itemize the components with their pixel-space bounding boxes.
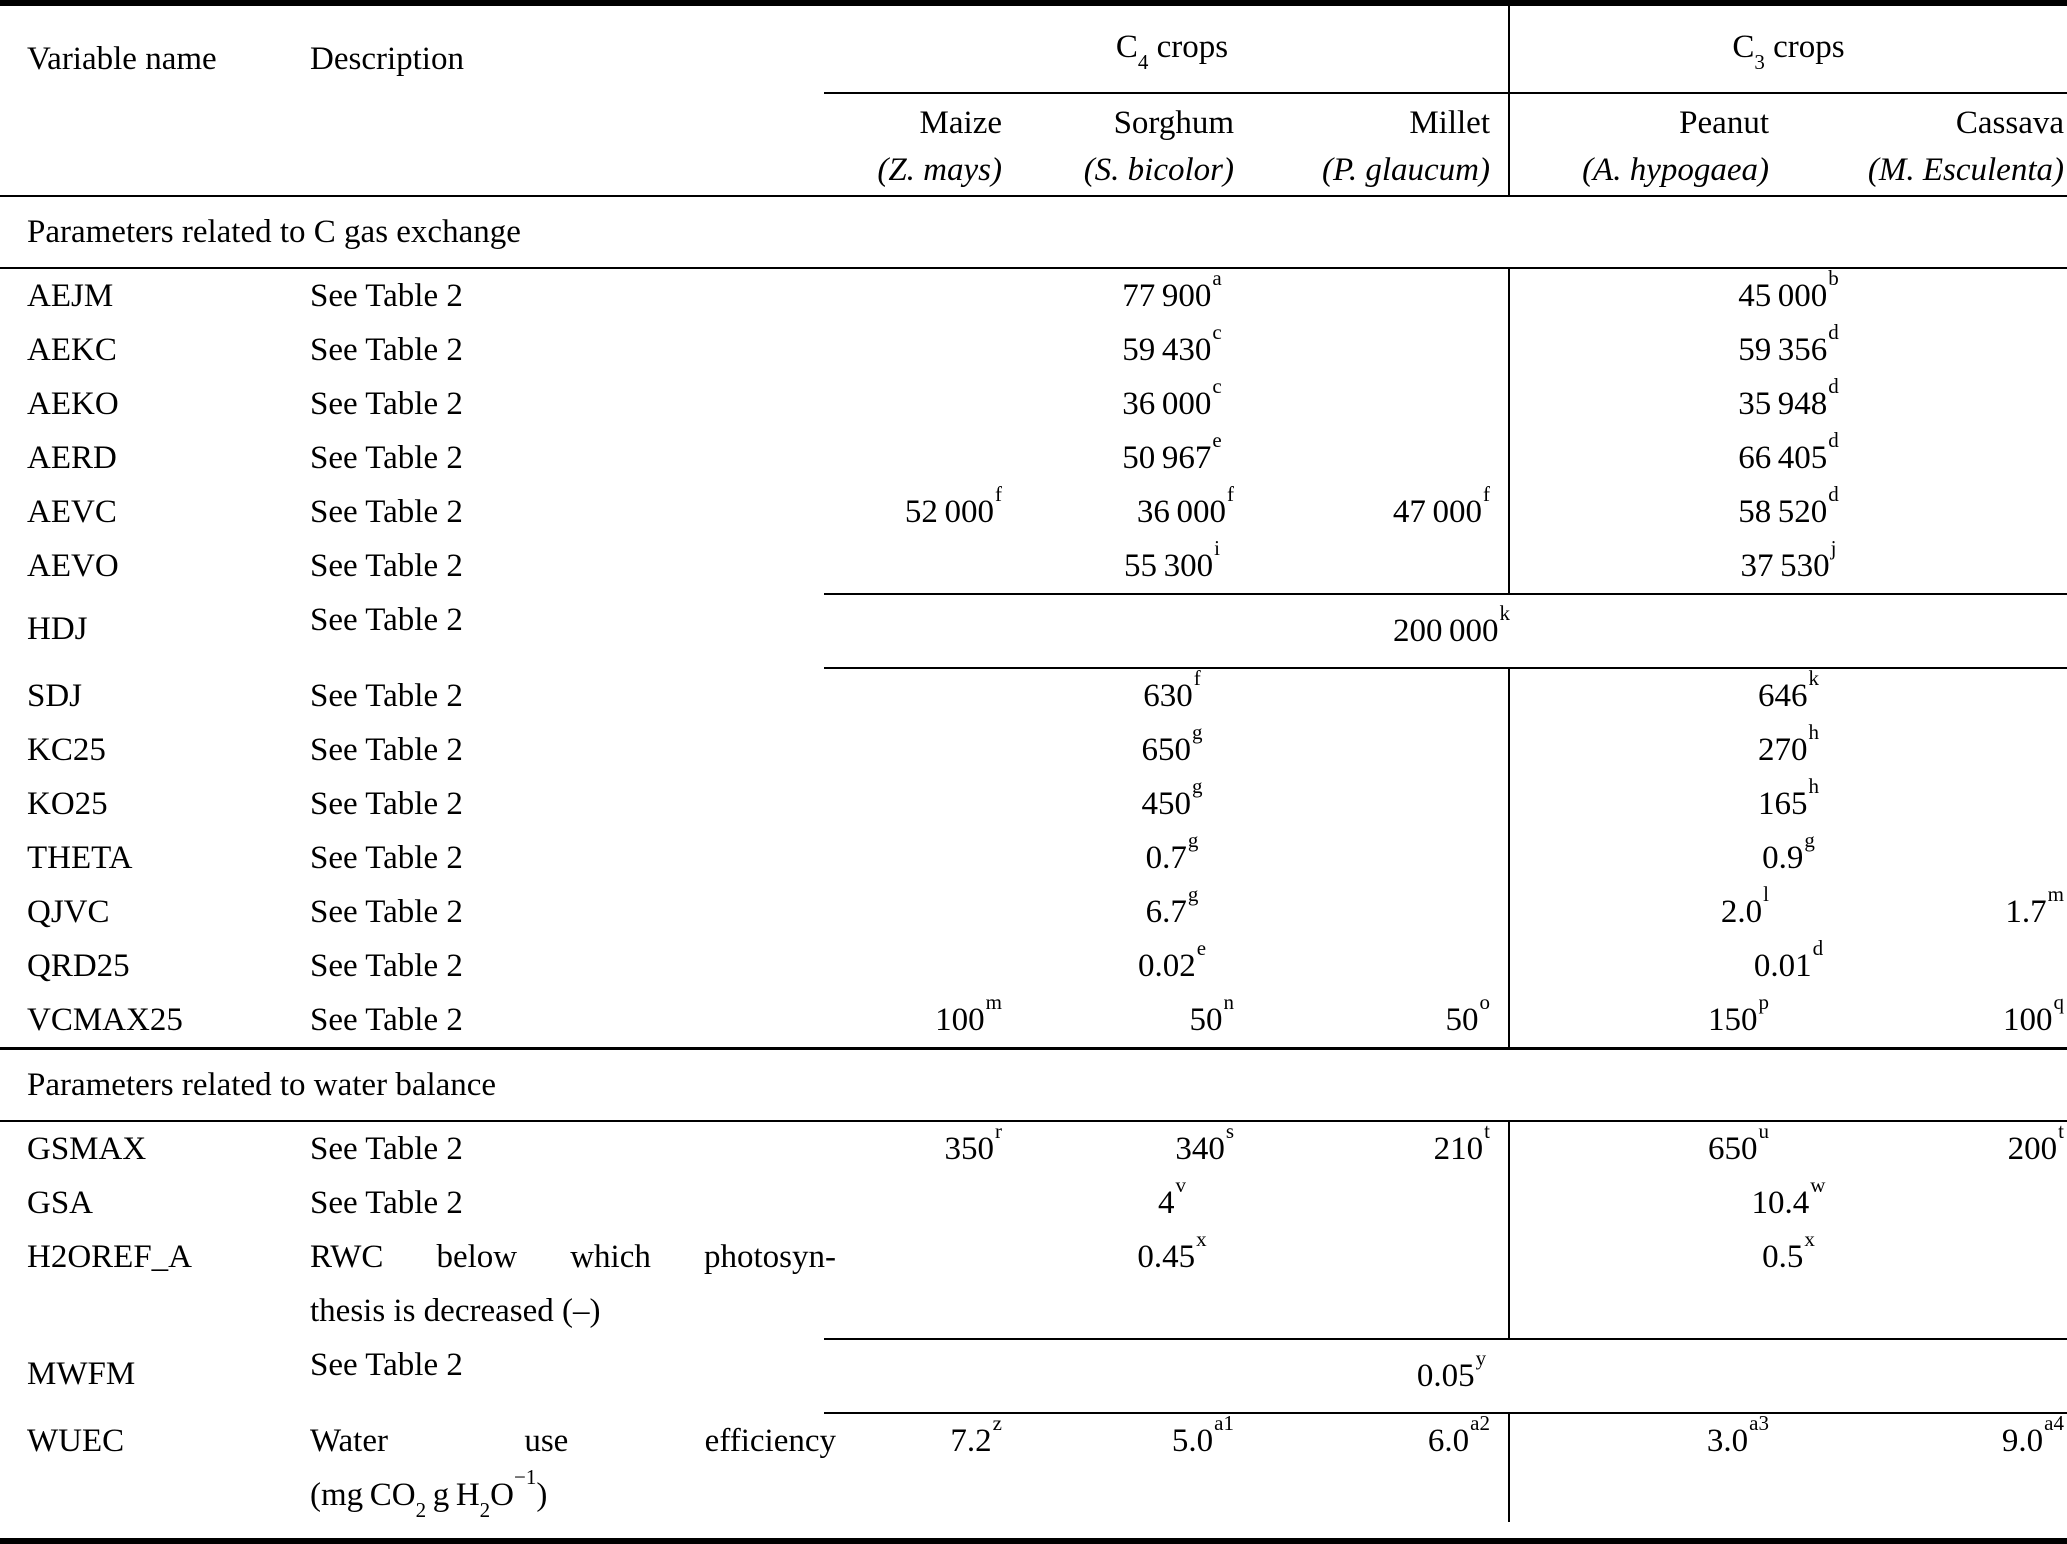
footnote-marker: d bbox=[1828, 481, 1839, 506]
crop-value-maize bbox=[836, 1410, 1010, 1522]
footnote-marker: y bbox=[1475, 1345, 1487, 1370]
variable-name: VCMAX25 bbox=[27, 1002, 183, 1038]
crop-value-maize bbox=[836, 1118, 1010, 1176]
unit-superscript: −1 bbox=[514, 1464, 537, 1489]
description-cell bbox=[310, 269, 836, 323]
value-number: 3.0 bbox=[1706, 1423, 1749, 1459]
description-line: RWC below which photosyn- bbox=[310, 1239, 836, 1275]
crop-value-c4 bbox=[824, 773, 1510, 831]
footnote-marker: k bbox=[1499, 600, 1511, 625]
table-row bbox=[0, 593, 2067, 669]
group-label-text: crops bbox=[1148, 29, 1229, 65]
value-number: 340 bbox=[1175, 1131, 1225, 1167]
footnote-marker: f bbox=[1483, 481, 1490, 506]
table-row bbox=[0, 1226, 2067, 1338]
footnote-marker: f bbox=[1193, 665, 1201, 690]
value-number: 35 948 bbox=[1738, 386, 1828, 422]
description-cell bbox=[310, 485, 836, 539]
crop-value-cassava bbox=[1775, 881, 2067, 939]
description-cell bbox=[310, 939, 836, 993]
footnote-marker: j bbox=[1830, 535, 1837, 560]
crop-value-c4 bbox=[824, 881, 1510, 939]
footnote-marker: e bbox=[1212, 427, 1222, 452]
table-row bbox=[0, 881, 2067, 939]
value-number: 450 bbox=[1141, 786, 1191, 822]
crop-name: Sorghum bbox=[1113, 105, 1234, 141]
crop-value-all bbox=[824, 1338, 2067, 1414]
crop-value-peanut bbox=[1510, 881, 1775, 939]
footnote-marker: g bbox=[1192, 719, 1203, 744]
description-line: See Table 2 bbox=[310, 386, 463, 422]
value-number: 165 bbox=[1758, 786, 1808, 822]
table-row bbox=[0, 827, 2067, 885]
value-number: 0.01 bbox=[1753, 948, 1812, 984]
description-line: (mg $CO_2$ g $H_2O^{-1}$) bbox=[310, 1464, 548, 1523]
variable-name: WUEC bbox=[27, 1423, 125, 1459]
variable-name: AERD bbox=[27, 440, 117, 476]
variable-name: AEJM bbox=[27, 278, 114, 314]
description-line: See Table 2 bbox=[310, 894, 463, 930]
description-line: See Table 2 bbox=[310, 1347, 463, 1383]
crop-value-c3 bbox=[1510, 935, 2067, 993]
crop-header-maize bbox=[836, 94, 1010, 195]
variable-name: THETA bbox=[27, 840, 133, 876]
footnote-marker: o bbox=[1479, 989, 1490, 1014]
description-line: See Table 2 bbox=[310, 278, 463, 314]
crop-value-c4 bbox=[824, 535, 1510, 593]
value-number: 0.05 bbox=[1416, 1358, 1475, 1394]
value-number: 200 bbox=[2007, 1131, 2058, 1167]
variable-name: QJVC bbox=[27, 894, 110, 930]
footnote-marker: s bbox=[1225, 1118, 1234, 1143]
crop-header-cassava bbox=[1775, 94, 2067, 195]
table-row bbox=[0, 665, 2067, 723]
footnote-marker: x bbox=[1804, 1226, 1815, 1251]
footnote-marker: i bbox=[1214, 535, 1220, 560]
description-cell bbox=[310, 993, 836, 1047]
crop-name: Maize bbox=[919, 105, 1002, 141]
description-line: See Table 2 bbox=[310, 1002, 463, 1038]
value-number: 59 430 bbox=[1122, 332, 1212, 368]
description-line: See Table 2 bbox=[310, 440, 463, 476]
table-row bbox=[0, 427, 2067, 485]
description-line: See Table 2 bbox=[310, 840, 463, 876]
footnote-marker: c bbox=[1212, 373, 1222, 398]
value-number: 100 bbox=[2003, 1002, 2053, 1038]
value-number: 200 000 bbox=[1392, 613, 1499, 649]
description-cell bbox=[310, 777, 836, 831]
description-line: See Table 2 bbox=[310, 786, 463, 822]
footnote-marker: n bbox=[1223, 989, 1234, 1014]
unit-subscript: 2 bbox=[415, 1498, 427, 1523]
table-row bbox=[0, 319, 2067, 377]
value-number: 6.0 bbox=[1427, 1423, 1470, 1459]
value-number: 36 000 bbox=[1136, 494, 1226, 530]
crop-header-row bbox=[0, 94, 2067, 195]
table-row bbox=[0, 719, 2067, 777]
variable-name: AEVC bbox=[27, 494, 117, 530]
footnote-marker: p bbox=[1758, 989, 1769, 1014]
crop-value-millet bbox=[1240, 481, 1510, 539]
table-body bbox=[0, 197, 2067, 1534]
variable-name: AEKO bbox=[27, 386, 119, 422]
table-row bbox=[0, 535, 2067, 593]
crop-value-c4 bbox=[824, 665, 1510, 723]
crop-value-sorghum bbox=[1010, 989, 1240, 1047]
crop-value-c4 bbox=[824, 373, 1510, 431]
footnote-marker: l bbox=[1763, 881, 1769, 906]
value-number: 646 bbox=[1758, 678, 1808, 714]
footnote-marker: k bbox=[1808, 665, 1819, 690]
value-number: 47 000 bbox=[1392, 494, 1482, 530]
value-number: 66 405 bbox=[1738, 440, 1828, 476]
variable-name: KO25 bbox=[27, 786, 108, 822]
crop-value-c3 bbox=[1510, 1172, 2067, 1230]
crop-latin-name: (S. bicolor) bbox=[1083, 152, 1234, 188]
value-number: 650 bbox=[1708, 1131, 1758, 1167]
crop-value-c4 bbox=[824, 265, 1510, 323]
value-number: 52 000 bbox=[904, 494, 994, 530]
footnote-marker: c bbox=[1212, 319, 1222, 344]
group-label-text: C bbox=[1115, 29, 1138, 65]
footnote-marker: b bbox=[1828, 265, 1839, 290]
crop-name: Peanut bbox=[1679, 105, 1769, 141]
footnote-marker: v bbox=[1175, 1172, 1186, 1197]
table-row bbox=[0, 1338, 2067, 1414]
description-line: See Table 2 bbox=[310, 678, 463, 714]
value-number: 0.02 bbox=[1137, 948, 1196, 984]
crop-value-c4 bbox=[824, 827, 1510, 885]
footnote-marker: w bbox=[1810, 1172, 1826, 1197]
crop-value-c3 bbox=[1510, 373, 2067, 431]
group-label-subscript: 3 bbox=[1754, 50, 1765, 75]
value-number: 150 bbox=[1708, 1002, 1758, 1038]
description-line: See Table 2 bbox=[310, 948, 463, 984]
variable-name: SDJ bbox=[27, 678, 83, 714]
footnote-marker: d bbox=[1828, 427, 1839, 452]
crop-value-maize bbox=[836, 989, 1010, 1047]
variable-name: GSA bbox=[27, 1185, 94, 1221]
variable-name: KC25 bbox=[27, 732, 106, 768]
footnote-marker: h bbox=[1808, 773, 1819, 798]
footnote-marker: a2 bbox=[1470, 1410, 1490, 1435]
crop-header-peanut bbox=[1510, 94, 1775, 195]
column-header-description: Description bbox=[310, 41, 464, 77]
value-number: 36 000 bbox=[1122, 386, 1212, 422]
table-row bbox=[0, 1118, 2067, 1176]
table-header bbox=[0, 6, 2067, 197]
description-line: See Table 2 bbox=[310, 1131, 463, 1167]
description-cell bbox=[310, 1414, 836, 1522]
value-number: 9.0 bbox=[2001, 1423, 2044, 1459]
crop-value-c3 bbox=[1510, 827, 2067, 885]
table-row bbox=[0, 935, 2067, 993]
variable-name: AEVO bbox=[27, 548, 119, 584]
description-cell bbox=[310, 1230, 836, 1338]
table-row bbox=[0, 773, 2067, 831]
group-label-text: crops bbox=[1764, 29, 1845, 65]
value-number: 37 530 bbox=[1740, 548, 1830, 584]
footnote-marker: m bbox=[985, 989, 1002, 1014]
footnote-marker: a bbox=[1212, 265, 1222, 290]
crop-value-millet bbox=[1240, 989, 1510, 1047]
crop-value-maize bbox=[836, 481, 1010, 539]
value-number: 50 bbox=[1445, 1002, 1479, 1038]
value-number: 1.7 bbox=[2005, 894, 2047, 930]
value-number: 270 bbox=[1758, 732, 1808, 768]
group-header-row bbox=[0, 6, 2067, 94]
description-cell bbox=[310, 885, 836, 939]
crop-value-cassava bbox=[1775, 1118, 2067, 1176]
crop-value-millet bbox=[1240, 1410, 1510, 1522]
crop-value-c4 bbox=[824, 935, 1510, 993]
group-header-c3-crops bbox=[1510, 6, 2067, 94]
crop-latin-name: (M. Esculenta) bbox=[1867, 152, 2064, 188]
description-cell bbox=[310, 723, 836, 777]
footnote-marker: t bbox=[1484, 1118, 1490, 1143]
crop-value-all bbox=[824, 593, 2067, 669]
crop-latin-name: (P. glaucum) bbox=[1321, 152, 1490, 188]
section-heading: Parameters related to C gas exchange bbox=[27, 214, 521, 250]
footnote-marker: d bbox=[1828, 319, 1839, 344]
variable-name: AEKC bbox=[27, 332, 117, 368]
description-line: See Table 2 bbox=[310, 1185, 463, 1221]
footnote-marker: h bbox=[1808, 719, 1819, 744]
crop-value-sorghum bbox=[1010, 1410, 1240, 1522]
description-cell bbox=[310, 431, 836, 485]
variable-name: GSMAX bbox=[27, 1131, 147, 1167]
variable-name: H2OREF_A bbox=[27, 1239, 193, 1275]
crop-value-c3 bbox=[1510, 265, 2067, 323]
table-row bbox=[0, 265, 2067, 323]
crop-value-c3 bbox=[1510, 319, 2067, 377]
description-cell bbox=[310, 669, 836, 723]
footnote-marker: d bbox=[1812, 935, 1824, 960]
crop-name: Cassava bbox=[1955, 105, 2064, 141]
description-line: Water use efficiency bbox=[310, 1423, 836, 1459]
value-number: 77 900 bbox=[1122, 278, 1212, 314]
footnote-marker: r bbox=[995, 1118, 1002, 1143]
group-label-subscript: 4 bbox=[1137, 50, 1149, 75]
description-cell bbox=[310, 377, 836, 431]
footnote-marker: u bbox=[1758, 1118, 1769, 1143]
crop-value-c4 bbox=[824, 1172, 1510, 1230]
table-row bbox=[0, 373, 2067, 431]
description-cell bbox=[310, 831, 836, 885]
description-cell bbox=[310, 539, 836, 593]
crop-value-c3 bbox=[1510, 719, 2067, 777]
footnote-marker: g bbox=[1804, 827, 1815, 852]
crop-value-c4 bbox=[824, 719, 1510, 777]
value-number: 100 bbox=[935, 1002, 985, 1038]
footnote-marker: g bbox=[1192, 773, 1203, 798]
crop-latin-name: (Z. mays) bbox=[877, 152, 1002, 188]
column-header-variable-name: Variable name bbox=[27, 41, 217, 77]
value-number: 2.0 bbox=[1720, 894, 1763, 930]
crop-value-c4 bbox=[824, 1226, 1510, 1338]
value-number: 0.9 bbox=[1762, 840, 1804, 876]
footnote-marker: g bbox=[1187, 827, 1199, 852]
footnote-marker: x bbox=[1196, 1226, 1207, 1251]
unit-subscript: 2 bbox=[479, 1498, 491, 1523]
group-label-text: C bbox=[1732, 29, 1755, 65]
variable-name: HDJ bbox=[27, 611, 88, 647]
crop-value-cassava bbox=[1775, 1410, 2067, 1522]
value-number: 7.2 bbox=[950, 1423, 992, 1459]
value-number: 10.4 bbox=[1751, 1185, 1810, 1221]
crop-value-peanut bbox=[1510, 1410, 1775, 1522]
crop-value-sorghum bbox=[1010, 481, 1240, 539]
footnote-marker: a3 bbox=[1749, 1410, 1769, 1435]
crop-value-c3 bbox=[1510, 427, 2067, 485]
value-number: 55 300 bbox=[1124, 548, 1214, 584]
value-number: 350 bbox=[944, 1131, 994, 1167]
crop-value-c3 bbox=[1510, 481, 2067, 539]
description-line: See Table 2 bbox=[310, 548, 463, 584]
footnote-marker: e bbox=[1196, 935, 1207, 960]
footnote-marker: q bbox=[2053, 989, 2064, 1014]
description-cell bbox=[310, 1338, 836, 1414]
description-line: See Table 2 bbox=[310, 732, 463, 768]
table-row bbox=[0, 1172, 2067, 1230]
footnote-marker: t bbox=[2058, 1118, 2064, 1143]
footnote-marker: g bbox=[1187, 881, 1199, 906]
value-number: 58 520 bbox=[1738, 494, 1828, 530]
crop-value-c3 bbox=[1510, 535, 2067, 593]
crop-name: Millet bbox=[1409, 105, 1490, 141]
variable-name: MWFM bbox=[27, 1356, 136, 1392]
crop-header-sorghum bbox=[1010, 94, 1240, 195]
footnote-marker: a4 bbox=[2044, 1410, 2064, 1435]
footnote-marker: m bbox=[2047, 881, 2064, 906]
description-line: See Table 2 bbox=[310, 332, 463, 368]
crop-latin-name: (A. hypogaea) bbox=[1582, 152, 1769, 188]
value-number: 0.5 bbox=[1762, 1239, 1804, 1275]
section-heading-row bbox=[0, 1047, 2067, 1122]
table-row bbox=[0, 481, 2067, 539]
value-number: 50 967 bbox=[1122, 440, 1212, 476]
footnote-marker: z bbox=[992, 1410, 1002, 1435]
value-number: 650 bbox=[1141, 732, 1191, 768]
crop-value-c3 bbox=[1510, 773, 2067, 831]
crop-value-c3 bbox=[1510, 1226, 2067, 1338]
crop-value-millet bbox=[1240, 1118, 1510, 1176]
crop-value-c4 bbox=[824, 319, 1510, 377]
footnote-marker: f bbox=[1227, 481, 1234, 506]
description-line: See Table 2 bbox=[310, 494, 463, 530]
footnote-marker: d bbox=[1828, 373, 1839, 398]
group-header-c4-crops bbox=[824, 6, 1510, 94]
crop-value-c4 bbox=[824, 427, 1510, 485]
description-cell bbox=[310, 323, 836, 377]
description-cell bbox=[310, 1122, 836, 1176]
value-number: 0.7 bbox=[1145, 840, 1187, 876]
value-number: 4 bbox=[1158, 1185, 1175, 1221]
description-line: thesis is decreased (–) bbox=[310, 1293, 601, 1329]
value-number: 50 bbox=[1189, 1002, 1223, 1038]
crop-value-c3 bbox=[1510, 665, 2067, 723]
value-number: 630 bbox=[1143, 678, 1193, 714]
value-number: 59 356 bbox=[1738, 332, 1828, 368]
table-row bbox=[0, 1410, 2067, 1534]
section-heading: Parameters related to water balance bbox=[27, 1067, 497, 1103]
footnote-marker: a1 bbox=[1214, 1410, 1234, 1435]
table-row bbox=[0, 989, 2067, 1047]
value-number: 6.7 bbox=[1145, 894, 1187, 930]
crop-value-peanut bbox=[1510, 989, 1775, 1047]
description-line: See Table 2 bbox=[310, 602, 463, 638]
crop-header-millet bbox=[1240, 94, 1510, 195]
description-cell bbox=[310, 1176, 836, 1230]
variable-name: QRD25 bbox=[27, 948, 130, 984]
footnote-marker: f bbox=[995, 481, 1002, 506]
section-heading-row bbox=[0, 197, 2067, 269]
value-number: 5.0 bbox=[1171, 1423, 1214, 1459]
description-cell bbox=[310, 593, 836, 669]
value-number: 45 000 bbox=[1738, 278, 1828, 314]
crop-value-peanut bbox=[1510, 1118, 1775, 1176]
crop-value-cassava bbox=[1775, 989, 2067, 1047]
value-number: 0.45 bbox=[1137, 1239, 1196, 1275]
value-number: 210 bbox=[1433, 1131, 1484, 1167]
crop-value-sorghum bbox=[1010, 1118, 1240, 1176]
